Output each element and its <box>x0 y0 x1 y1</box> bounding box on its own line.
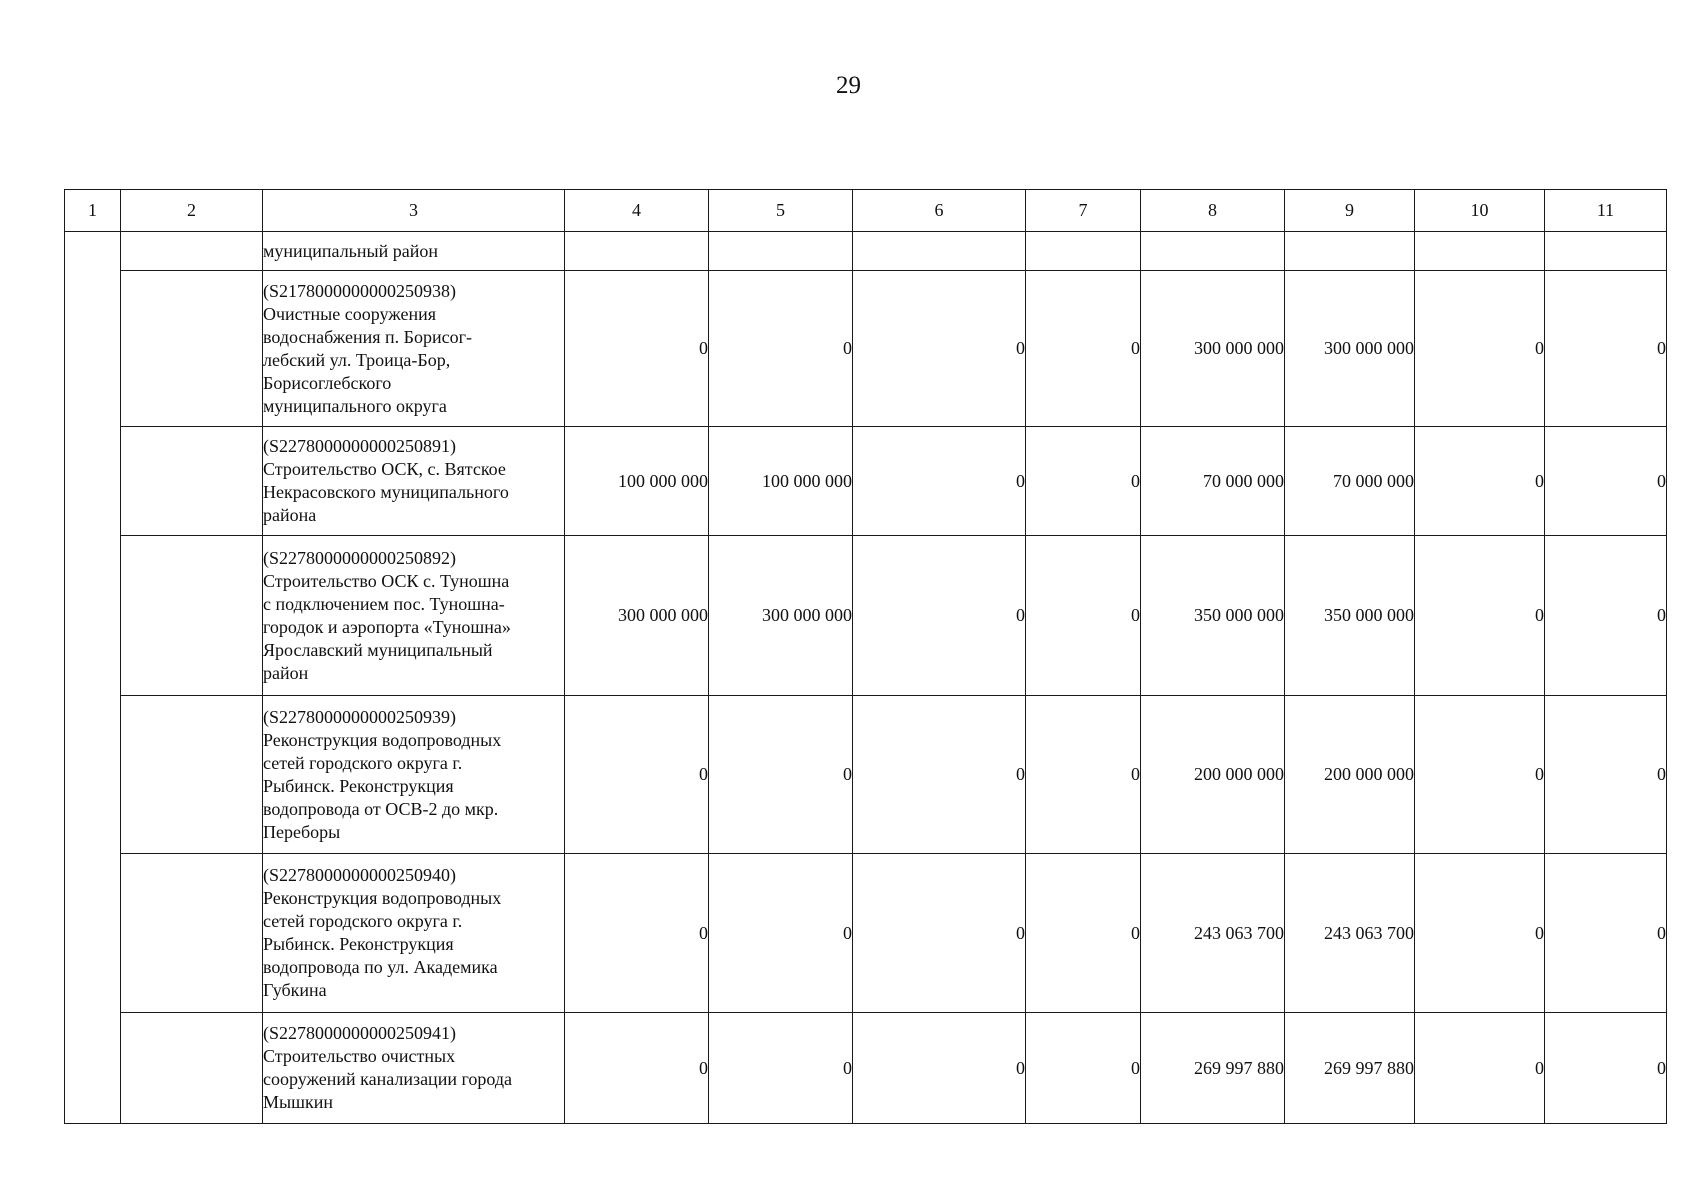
empty-cell <box>1141 232 1285 271</box>
table-row <box>65 854 1667 1013</box>
description-line: водопровода от ОСВ-2 до мкр. <box>263 798 499 819</box>
description-line: Борисоглебского <box>263 372 392 393</box>
description-line: Строительство ОСК с. Туношна <box>263 570 510 591</box>
description-line: район <box>263 662 309 683</box>
code-cell <box>121 232 263 271</box>
column-header: 10 <box>1415 190 1545 232</box>
description-line: муниципального округа <box>263 395 447 416</box>
column-header: 3 <box>263 190 565 232</box>
value-cell-col-10: 0 <box>1415 271 1545 427</box>
description-line: Мышкин <box>263 1092 333 1112</box>
object-code: (S2278000000000250891) <box>263 436 456 456</box>
description-cell <box>263 1013 565 1124</box>
description-line: Переборы <box>263 821 341 842</box>
description-line: Некрасовского муниципального <box>263 482 509 502</box>
code-cell <box>121 1013 263 1124</box>
object-code: (S2278000000000250892) <box>263 547 456 568</box>
empty-cell <box>565 232 709 271</box>
description-line: лебский ул. Троица-Бор, <box>263 349 451 370</box>
description-line: Реконструкция водопроводных <box>263 888 502 908</box>
value-cell-col-7: 0 <box>1026 427 1141 536</box>
description-line: Рыбинск. Реконструкция <box>263 934 454 954</box>
column-header: 5 <box>709 190 853 232</box>
description-cell <box>263 854 565 1013</box>
value-cell-col-10: 0 <box>1415 696 1545 854</box>
description-line: Строительство ОСК, с. Вятское <box>263 459 506 479</box>
value-cell-col-5: 300 000 000 <box>709 536 853 696</box>
object-code: (S2278000000000250941) <box>263 1023 456 1043</box>
description-line: сетей городского округа г. <box>263 752 463 773</box>
value-cell-col-7: 0 <box>1026 1013 1141 1124</box>
value-cell-col-7: 0 <box>1026 696 1141 854</box>
value-cell-col-11: 0 <box>1545 536 1667 696</box>
object-code: (S2178000000000250938) <box>263 280 456 301</box>
empty-cell <box>1545 232 1667 271</box>
value-cell-col-9: 70 000 000 <box>1285 427 1415 536</box>
table-row <box>65 1013 1667 1124</box>
description-line: Ярославский муниципальный <box>263 639 493 660</box>
value-cell-col-5: 0 <box>709 1013 853 1124</box>
row-number-cell <box>65 232 121 1124</box>
value-cell-col-6: 0 <box>853 427 1026 536</box>
code-cell <box>121 427 263 536</box>
description-line: сетей городского округа г. <box>263 911 463 931</box>
object-code: (S2278000000000250939) <box>263 706 456 727</box>
value-cell-col-10: 0 <box>1415 536 1545 696</box>
value-cell-col-11: 0 <box>1545 1013 1667 1124</box>
value-cell-col-9: 300 000 000 <box>1285 271 1415 427</box>
value-cell-col-4: 0 <box>565 271 709 427</box>
value-cell-col-8: 350 000 000 <box>1141 536 1285 696</box>
description-line: с подключением пос. Туношна- <box>263 593 505 614</box>
description-line: водоснабжения п. Борисог- <box>263 326 472 347</box>
value-cell-col-8: 70 000 000 <box>1141 427 1285 536</box>
value-cell-col-11: 0 <box>1545 854 1667 1013</box>
value-cell-col-7: 0 <box>1026 536 1141 696</box>
value-cell-col-4: 100 000 000 <box>565 427 709 536</box>
code-cell <box>121 696 263 854</box>
value-cell-col-9: 200 000 000 <box>1285 696 1415 854</box>
empty-cell <box>1415 232 1545 271</box>
value-cell-col-8: 300 000 000 <box>1141 271 1285 427</box>
value-cell-col-8: 243 063 700 <box>1141 854 1285 1013</box>
column-header: 2 <box>121 190 263 232</box>
value-cell-col-11: 0 <box>1545 696 1667 854</box>
header-row <box>65 190 1667 232</box>
empty-cell <box>1285 232 1415 271</box>
column-header: 1 <box>65 190 121 232</box>
page-number: 29 <box>836 72 861 99</box>
column-header: 4 <box>565 190 709 232</box>
value-cell-col-4: 300 000 000 <box>565 536 709 696</box>
code-cell <box>121 271 263 427</box>
empty-cell <box>1026 232 1141 271</box>
value-cell-col-8: 200 000 000 <box>1141 696 1285 854</box>
value-cell-col-4: 0 <box>565 854 709 1013</box>
description-line: района <box>263 505 317 525</box>
table-row <box>65 696 1667 854</box>
value-cell-col-4: 0 <box>565 1013 709 1124</box>
value-cell-col-9: 269 997 880 <box>1285 1013 1415 1124</box>
column-header: 8 <box>1141 190 1285 232</box>
value-cell-col-11: 0 <box>1545 427 1667 536</box>
description-line: Реконструкция водопроводных <box>263 729 502 750</box>
continuation-text: муниципальный район <box>263 232 565 271</box>
value-cell-col-5: 0 <box>709 854 853 1013</box>
description-line: Рыбинск. Реконструкция <box>263 775 454 796</box>
description-line: сооружений канализации города <box>263 1069 513 1089</box>
value-cell-col-10: 0 <box>1415 427 1545 536</box>
value-cell-col-10: 0 <box>1415 1013 1545 1124</box>
table-row <box>65 536 1667 696</box>
description-cell <box>263 427 565 536</box>
value-cell-col-9: 243 063 700 <box>1285 854 1415 1013</box>
empty-cell <box>709 232 853 271</box>
value-cell-col-6: 0 <box>853 1013 1026 1124</box>
value-cell-col-6: 0 <box>853 536 1026 696</box>
table-row <box>65 427 1667 536</box>
column-header: 7 <box>1026 190 1141 232</box>
value-cell-col-5: 100 000 000 <box>709 427 853 536</box>
value-cell-col-7: 0 <box>1026 854 1141 1013</box>
column-header: 6 <box>853 190 1026 232</box>
value-cell-col-6: 0 <box>853 271 1026 427</box>
description-cell <box>263 536 565 696</box>
value-cell-col-6: 0 <box>853 696 1026 854</box>
value-cell-col-10: 0 <box>1415 854 1545 1013</box>
column-header: 11 <box>1545 190 1667 232</box>
code-cell <box>121 854 263 1013</box>
value-cell-col-7: 0 <box>1026 271 1141 427</box>
value-cell-col-6: 0 <box>853 854 1026 1013</box>
value-cell-col-5: 0 <box>709 271 853 427</box>
object-code: (S2278000000000250940) <box>263 865 456 885</box>
description-line: Строительство очистных <box>263 1046 456 1066</box>
description-line: Губкина <box>263 980 327 1000</box>
code-cell <box>121 536 263 696</box>
value-cell-col-8: 269 997 880 <box>1141 1013 1285 1124</box>
value-cell-col-9: 350 000 000 <box>1285 536 1415 696</box>
continuation-row <box>65 232 1667 271</box>
description-line: Очистные сооружения <box>263 303 437 324</box>
description-line: городок и аэропорта «Туношна» <box>263 616 511 637</box>
value-cell-col-5: 0 <box>709 696 853 854</box>
description-cell <box>263 271 565 427</box>
table-row <box>65 271 1667 427</box>
description-line: водопровода по ул. Академика <box>263 957 498 977</box>
value-cell-col-11: 0 <box>1545 271 1667 427</box>
column-header: 9 <box>1285 190 1415 232</box>
empty-cell <box>853 232 1026 271</box>
budget-table <box>64 189 1667 1124</box>
value-cell-col-4: 0 <box>565 696 709 854</box>
description-cell <box>263 696 565 854</box>
